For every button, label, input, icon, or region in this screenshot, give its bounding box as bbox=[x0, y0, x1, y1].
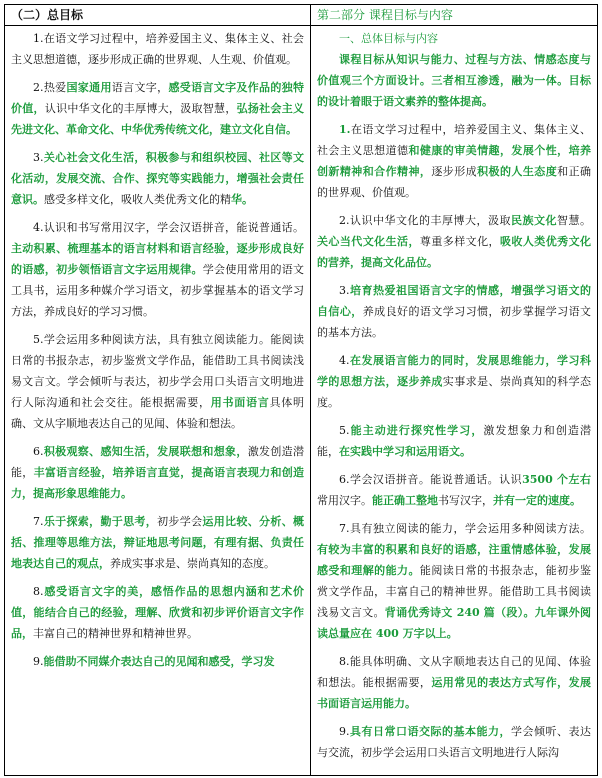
left-column bbox=[5, 5, 311, 775]
highlighted-text: 运用常见的表达方式写作，发展书面语言运用能力。 bbox=[317, 676, 592, 710]
right-paragraph-4 bbox=[317, 280, 591, 343]
highlighted-text: 具有日常口语交际的基本能力， bbox=[349, 725, 511, 738]
right-body-wrap bbox=[311, 26, 597, 763]
body-text: 4.认识和书写常用汉字，学会汉语拼音，能说普通话。 bbox=[33, 221, 304, 234]
left-paragraph-8 bbox=[11, 581, 304, 644]
highlighted-text: 和健康的审美情趣，发展个性，培养创新精神和合作精神， bbox=[317, 144, 592, 178]
left-paragraph-2 bbox=[11, 77, 304, 140]
right-paragraph-6 bbox=[317, 420, 591, 462]
body-text: 尊重多样文化， bbox=[419, 235, 500, 248]
highlighted-text: 能主动进行探究性学习， bbox=[349, 424, 484, 437]
highlighted-text: 并有一定的速度。 bbox=[493, 494, 581, 507]
body-text: 5.学会运用多种阅读方法，具有独立阅读能力。能阅读日常的书报杂志，初步鉴赏文学作品，能借助工具书阅读浅易文言文。学会倾听与表达，初步学会用口头语言文明地进行人际沟通和社会交往。能根据需要， bbox=[11, 333, 304, 409]
body-text: 8. bbox=[33, 585, 44, 598]
body-text: 6. bbox=[33, 445, 44, 458]
body-text: 6.学会汉语拼音。能说普通话。认识 bbox=[339, 473, 523, 486]
right-header-cell bbox=[311, 5, 597, 26]
highlighted-text: 感受语言文字的美，感悟作品的思想内涵和艺术价值，能结合自己的经验，理解、欣赏和初步评价语言文字作品， bbox=[11, 585, 304, 640]
right-paragraph-10 bbox=[317, 721, 591, 763]
body-text: 实事求是、崇尚真知的科学态度。 bbox=[317, 375, 592, 409]
left-paragraph-6 bbox=[11, 441, 304, 504]
comparison-table bbox=[4, 4, 598, 776]
body-text: 感受多样文化，吸收人类优秀文化的精 bbox=[44, 193, 231, 206]
highlighted-text: 民族文化 bbox=[511, 214, 557, 227]
highlighted-text: 国家通用 bbox=[66, 81, 112, 94]
highlighted-text: 背诵优秀诗文 240 篇（段）。九年课外阅读总量应在 400 万字以上。 bbox=[317, 606, 591, 640]
highlighted-text: 用书面语言 bbox=[210, 396, 270, 409]
right-heading: 第二部分 课程目标与内容 bbox=[317, 8, 453, 22]
highlighted-text: 主动积累、梳理基本的语言材料和语言经验，逐步形成良好的语感，初步领悟语言文字运用规律。 bbox=[11, 242, 304, 276]
right-paragraph-9 bbox=[317, 651, 591, 714]
highlighted-text: 感受语言文字及作品的独特价值， bbox=[11, 81, 305, 115]
body-text: 3. bbox=[33, 151, 44, 164]
left-paragraph-9 bbox=[11, 651, 304, 672]
highlighted-text: 丰富语言经验，培养语言直觉，提高语言表现力和创造力，提高形象思维能力。 bbox=[11, 466, 305, 500]
body-text: 7.具有独立阅读的能力，学会运用多种阅读方法。 bbox=[339, 522, 591, 535]
body-text: 3. bbox=[339, 284, 350, 297]
body-text: 学会倾听、表达与交流，初步学会运用口头语言文明地进行人际沟 bbox=[317, 725, 591, 759]
body-text: 认识中华文化的丰厚博大，汲取智慧， bbox=[44, 102, 237, 115]
right-paragraph-3 bbox=[317, 210, 591, 273]
highlighted-text: 1. bbox=[339, 123, 351, 136]
body-text: 能阅读日常的书报杂志，能初步鉴赏文学作品，丰富自己的精神世界。能借助工具书阅读浅易文言文。 bbox=[317, 564, 592, 619]
left-paragraph-7 bbox=[11, 511, 304, 574]
highlighted-text: 运用比较、分析、概括、推理等思维方法，辩证地思考问题，有理有据、负责任地表达自己的观点， bbox=[11, 515, 305, 570]
body-text: 常用汉字。 bbox=[317, 494, 372, 507]
highlighted-text: 能借助不同媒介表达自己的见闻和感受，学习发 bbox=[43, 655, 275, 668]
left-paragraph-4 bbox=[11, 217, 304, 322]
body-text: 9. bbox=[339, 725, 350, 738]
right-paragraph-7 bbox=[317, 469, 591, 511]
body-text: 5. bbox=[339, 424, 350, 437]
highlighted-text: 能正确工整地 bbox=[372, 494, 438, 507]
body-text: 逐步形成 bbox=[431, 165, 478, 178]
right-column bbox=[311, 5, 597, 775]
body-text: 在语文学习过程中，培养爱国主义、集体主义、社会主义思想道德 bbox=[317, 123, 591, 157]
left-heading: （二）总目标 bbox=[11, 8, 84, 22]
body-text: 4. bbox=[339, 354, 350, 367]
highlighted-text: 关心社会文化生活，积极参与和组织校园、社区等文化活动，发展交流、合作、探究等实践能力，增强社会责任意识。 bbox=[11, 151, 304, 206]
body-text: 8.能具体明确、文从字顺地表达自己的见闻、体验和想法。能根据需要， bbox=[317, 655, 591, 689]
body-text: 激发创造潜能， bbox=[11, 445, 305, 479]
highlighted-text: 华。 bbox=[231, 193, 253, 206]
body-text: 9. bbox=[33, 655, 44, 668]
body-text: 激发想象力和创造潜能， bbox=[317, 424, 592, 458]
body-text: 丰富自己的精神世界和精神世界。 bbox=[33, 627, 198, 640]
highlighted-text: 有较为丰富的积累和良好的语感，注重情感体验，发展感受和理解的能力。 bbox=[317, 543, 591, 577]
body-text: 2.认识中华文化的丰厚博大，汲取 bbox=[339, 214, 511, 227]
highlighted-text: 在发展语言能力的同时，发展思维能力，学习科学的思想方法，逐步养成 bbox=[317, 354, 591, 388]
body-text: 具体明确、文从字顺地表达自己的见闻、体验和想法。 bbox=[11, 396, 304, 430]
body-text: 养成实事求是、崇尚真知的态度。 bbox=[110, 557, 275, 570]
highlighted-text: 课程目标从知识与能力、过程与方法、情感态度与价值观三个方面设计。三者相互渗透，融为一体。目标的设计着眼于语文素养的整体提高。 bbox=[317, 53, 591, 108]
left-paragraph-5 bbox=[11, 329, 304, 434]
body-text: 和正确的世界观、价值观。 bbox=[317, 165, 592, 199]
highlighted-text: 3500 个左右 bbox=[522, 473, 591, 486]
highlighted-text: 积极的人生态度 bbox=[477, 165, 558, 178]
highlighted-text: 关心当代文化生活， bbox=[317, 235, 420, 248]
left-paragraph-1 bbox=[11, 28, 304, 70]
body-text: 7. bbox=[33, 515, 44, 528]
highlighted-text: 在实践中学习和运用语文。 bbox=[339, 445, 471, 458]
highlighted-text: 乐于探索，勤于思考， bbox=[43, 515, 158, 528]
highlighted-text: 积极观察、感知生活，发展联想和想象， bbox=[43, 445, 248, 458]
right-body bbox=[317, 49, 591, 763]
left-body bbox=[5, 26, 310, 672]
body-text: 2.热爱 bbox=[33, 81, 67, 94]
body-text: 书写汉字， bbox=[438, 494, 493, 507]
body-text: 养成良好的语文学习习惯，初步掌握学习语文的基本方法。 bbox=[317, 305, 592, 339]
body-text: 智慧。 bbox=[557, 214, 591, 227]
right-paragraph-2 bbox=[317, 119, 591, 203]
right-subheading: 一、总体目标与内容 bbox=[339, 32, 438, 45]
highlighted-text: 弘扬社会主义先进文化、革命文化、中华优秀传统文化，建立文化自信。 bbox=[11, 102, 305, 136]
highlighted-text: 吸收人类优秀文化的营养，提高文化品位。 bbox=[317, 235, 592, 269]
left-paragraph-3 bbox=[11, 147, 304, 210]
body-text: 学会使用常用的语文工具书，运用多种媒介学习语文，初步掌握基本的语文学习方法，养成良好的学习习惯。 bbox=[11, 263, 305, 318]
right-paragraph-1 bbox=[317, 49, 591, 112]
right-paragraph-5 bbox=[317, 350, 591, 413]
body-text: 初步学会 bbox=[157, 515, 203, 528]
right-paragraph-8 bbox=[317, 518, 591, 644]
highlighted-text: 培育热爱祖国语言文字的情感，增强学习语文的自信心， bbox=[317, 284, 591, 318]
body-text: 1.在语文学习过程中，培养爱国主义、集体主义、社会主义思想道德，逐步形成正确的世界观、人生观、价值观。 bbox=[11, 32, 304, 66]
left-header-cell bbox=[5, 5, 310, 26]
body-text: 语言文字， bbox=[111, 81, 169, 94]
